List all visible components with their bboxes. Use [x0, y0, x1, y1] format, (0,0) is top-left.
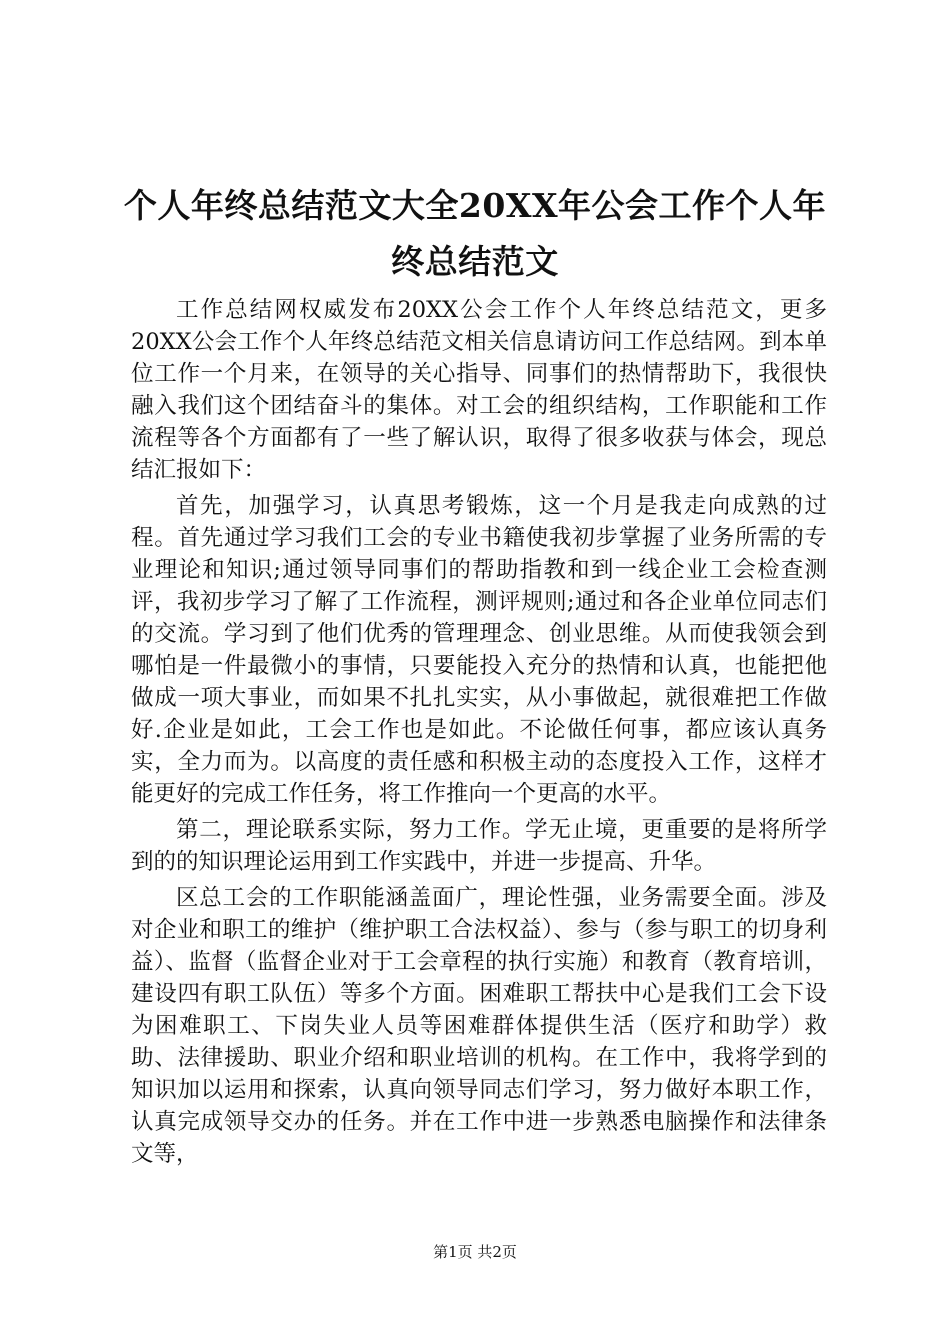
paragraph-second: 第二，理论联系实际，努力工作。学无止境，更重要的是将所学到的的知识理论运用到工作实践中，并进一步提高、升华。: [131, 817, 827, 875]
paragraph-third: 区总工会的工作职能涵盖面广，理论性强，业务需要全面。涉及对企业和职工的维护（维护职工合法权益）、参与（参与职工的切身利益）、监督（监督企业对于工会章程的执行实施）和教育（教育培训，建设四有职工队伍）等多个方面。困难职工帮扶中心是我们工会下设为困难职工、下岗失业人员等困难群体提供生活（医疗和助学）救助、法律援助、职业介绍和职业培训的机构。在工作中，我将学到的知识加以运用和探索，认真向领导同志们学习，努力做好本职工作，认真完成领导交办的任务。并在工作中进一步熟悉电脑操作和法律条文等，: [131, 885, 827, 1167]
paragraph-intro: 工作总结网权威发布20XX公会工作个人年终总结范文，更多20XX公会工作个人年终总结范文相关信息请访问工作总结网。到本单位工作一个月来，在领导的关心指导、同事们的热情帮助下，我很快融入我们这个团结奋斗的集体。对工会的组织结构，工作职能和工作流程等各个方面都有了一些了解认识，取得了很多收获与体会，现总结汇报如下：: [131, 297, 827, 483]
paragraph-first: 首先，加强学习，认真思考锻炼，这一个月是我走向成熟的过程。首先通过学习我们工会的专业书籍使我初步掌握了业务所需的专业理论和知识;通过领导同事们的帮助指教和到一线企业工会检查测评，我初步学习了解了工作流程，测评规则;通过和各企业单位同志们的交流。学习到了他们优秀的管理理念、创业思维。从而使我领会到哪怕是一件最微小的事情，只要能投入充分的热情和认真，也能把他做成一项大事业，而如果不扎扎实实，从小事做起，就很难把工作做好.企业是如此，工会工作也是如此。不论做任何事，都应该认真务实，全力而为。以高度的责任感和积极主动的态度投入工作，这样才能更好的完成工作任务，将工作推向一个更高的水平。: [131, 493, 827, 807]
document-title: 个人年终总结范文大全20XX年公会工作个人年终总结范文: [123, 186, 827, 281]
document-body: [131, 294, 827, 1174]
page-number-footer: 第1页 共2页: [433, 1243, 517, 1261]
